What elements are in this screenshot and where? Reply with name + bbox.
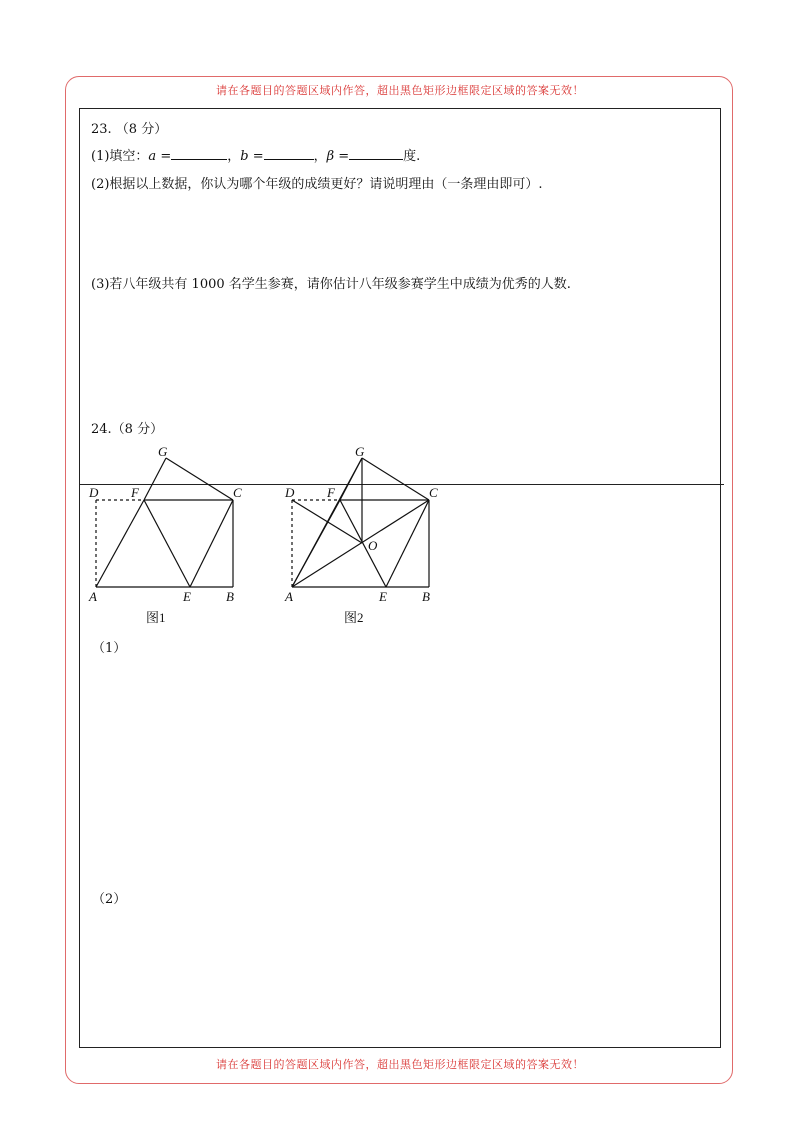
fig1-line-fe bbox=[144, 500, 190, 587]
comma-b: ， bbox=[313, 149, 327, 164]
eq-a: = bbox=[156, 149, 172, 164]
comma-a: ， bbox=[227, 149, 241, 164]
q23-part2: (2)根据以上数据，你认为哪个年级的成绩更好？请说明理由（一条理由即可）. bbox=[91, 177, 543, 192]
top-notice: 请在各题目的答题区域内作答，超出黑色矩形边框限定区域的答案无效！ bbox=[216, 84, 584, 97]
fig1-line-af bbox=[96, 500, 144, 587]
fig2-label-g: G bbox=[355, 444, 365, 459]
q24-heading: 24.（8 分） bbox=[91, 422, 164, 437]
q23-heading: 23. （8 分） bbox=[91, 122, 168, 137]
var-a: a bbox=[148, 149, 157, 164]
eq-b: = bbox=[248, 149, 264, 164]
fig2-label-d: D bbox=[285, 485, 295, 500]
q23-part3: (3)若八年级共有 1000 名学生参赛，请你估计八年级参赛学生中成绩为优秀的人数. bbox=[91, 277, 571, 292]
fig1-label-a: A bbox=[89, 589, 97, 604]
fig1-label-e: E bbox=[183, 589, 191, 604]
figure-2 bbox=[292, 458, 429, 587]
fig2-label-b: B bbox=[422, 589, 430, 604]
q23-part1-prefix: (1)填空： bbox=[91, 149, 149, 164]
var-b: b bbox=[240, 149, 249, 164]
fig1-caption: 图1 bbox=[146, 610, 166, 625]
fig2-line-fe bbox=[340, 500, 386, 587]
fig2-label-o: O bbox=[368, 538, 378, 553]
figure-1 bbox=[96, 458, 233, 587]
q24-part1: （1） bbox=[92, 641, 127, 656]
fig2-label-c: C bbox=[429, 485, 438, 500]
fig1-label-g: G bbox=[158, 444, 168, 459]
fig1-label-f: F bbox=[131, 485, 139, 500]
fig1-label-d: D bbox=[89, 485, 99, 500]
fig1-line-gc bbox=[166, 458, 233, 500]
fig2-label-a: A bbox=[285, 589, 293, 604]
bottom-notice: 请在各题目的答题区域内作答，超出黑色矩形边框限定区域的答案无效！ bbox=[216, 1058, 584, 1071]
fig2-line-gc bbox=[362, 458, 429, 500]
fig1-label-c: C bbox=[233, 485, 242, 500]
degree-unit: 度. bbox=[403, 149, 421, 164]
eq-beta: = bbox=[334, 149, 350, 164]
fig2-label-f: F bbox=[327, 485, 335, 500]
fig1-line-fg bbox=[144, 458, 166, 500]
fig1-label-b: B bbox=[226, 589, 234, 604]
fig1-line-ec bbox=[190, 500, 233, 587]
fig2-caption: 图2 bbox=[344, 610, 364, 625]
q24-part2: （2） bbox=[92, 892, 127, 907]
var-beta: β bbox=[326, 149, 335, 164]
fig2-label-e: E bbox=[379, 589, 387, 604]
